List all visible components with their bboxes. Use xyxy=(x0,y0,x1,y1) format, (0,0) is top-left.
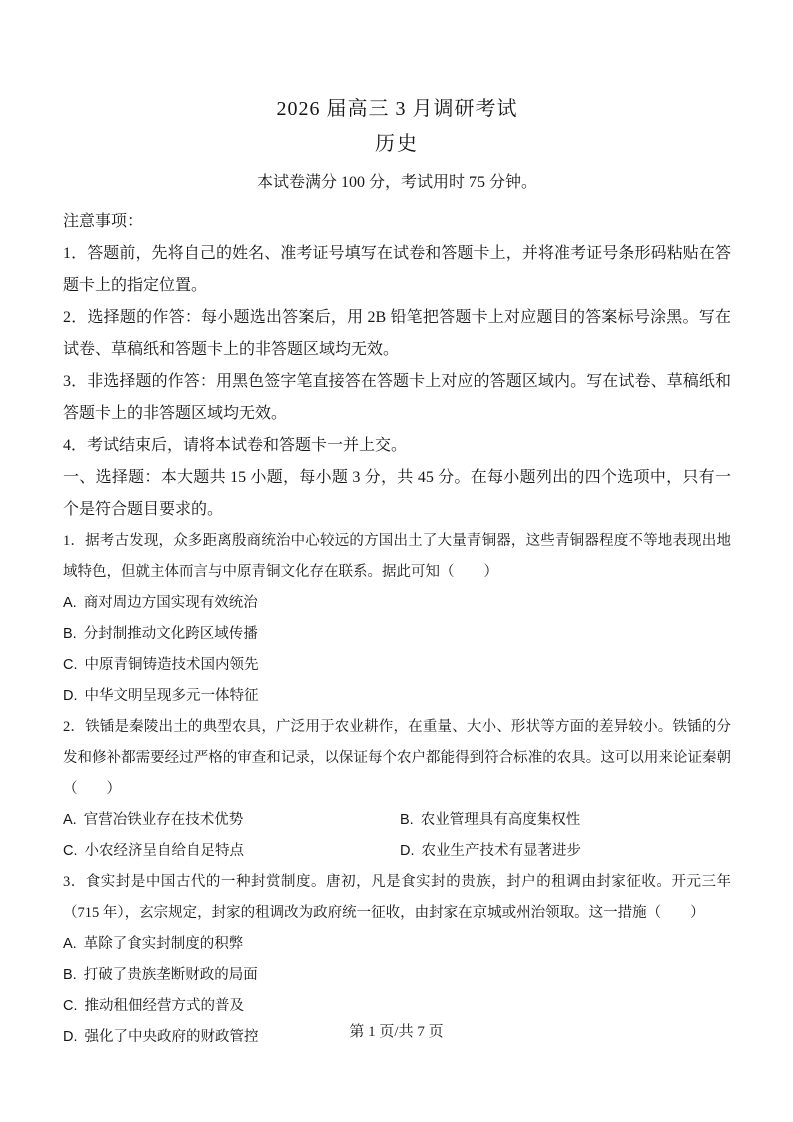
option-row xyxy=(63,681,731,712)
question-1 xyxy=(63,526,731,712)
option-row xyxy=(63,805,400,836)
section-heading: 一、选择题：本大题共 15 小题，每小题 3 分，共 45 分。在每小题列出的四个选项中，只有一个是符合题目要求的。 xyxy=(63,469,731,518)
option-row xyxy=(63,619,731,650)
option-text: 分封制推动文化跨区域传播 xyxy=(83,626,258,642)
page-footer: 第 1 页/共 7 页 xyxy=(349,1024,444,1040)
option-row xyxy=(400,805,731,836)
option-text: 中华文明呈现多元一体特征 xyxy=(84,688,259,704)
option-row xyxy=(63,991,731,1022)
option-row xyxy=(63,960,731,991)
option-label: D. xyxy=(63,688,78,704)
option-label: B. xyxy=(63,967,77,983)
question-stem: 2．铁锸是秦陵出土的典型农具，广泛用于农业耕作，在重量、大小、形状等方面的差异较小。铁锸的分发和修补都需要经过严格的审查和记录，以保证每个农户都能得到符合标准的农具。这可以用来论证秦朝（ ） xyxy=(63,719,731,797)
option-text: 官营冶铁业存在技术优势 xyxy=(83,812,244,828)
question-2 xyxy=(63,712,731,867)
option-row xyxy=(63,929,731,960)
option-row xyxy=(400,836,731,867)
notice-section xyxy=(63,206,731,462)
option-row xyxy=(63,836,400,867)
question-options xyxy=(63,805,731,867)
option-row xyxy=(63,650,731,681)
option-text: 小农经济呈自给自足特点 xyxy=(84,843,244,859)
notice-heading: 注意事项： xyxy=(63,213,144,230)
page-content xyxy=(63,0,731,1053)
option-label: D. xyxy=(400,843,415,859)
exam-title: 2026 届高三 3 月调研考试 xyxy=(276,98,518,120)
option-text: 农业管理具有高度集权性 xyxy=(420,812,581,828)
option-text: 中原青铜铸造技术国内领先 xyxy=(84,657,259,673)
option-text: 强化了中央政府的财政管控 xyxy=(84,1029,259,1045)
question-stem: 3．食实封是中国古代的一种封赏制度。唐初，凡是食实封的贵族，封户的租调由封家征收。开元三年（715 年），玄宗规定，封家的租调改为政府统一征收，由封家在京城或州治领取。这一措施（ ） xyxy=(63,874,731,921)
option-label: C. xyxy=(63,998,78,1014)
option-text: 农业生产技术有显著进步 xyxy=(421,843,581,859)
option-label: A. xyxy=(63,812,77,828)
option-label: C. xyxy=(63,657,78,673)
question-stem: 1．据考古发现，众多距离殷商统治中心较远的方国出土了大量青铜器，这些青铜器程度不等地表现出地域特色，但就主体而言与中原青铜文化存在联系。据此可知（ ） xyxy=(63,533,731,580)
notice-item-3: 3．非选择题的作答：用黑色签字笔直接答在答题卡上对应的答题区域内。写在试卷、草稿纸和答题卡上的非答题区域均无效。 xyxy=(63,373,731,422)
option-text: 商对周边方国实现有效统治 xyxy=(83,595,258,611)
subject-title: 历史 xyxy=(375,133,419,155)
notice-item-4: 4．考试结束后，请将本试卷和答题卡一并上交。 xyxy=(63,437,408,454)
option-label: B. xyxy=(400,812,414,828)
exam-info-line: 本试卷满分 100 分，考试用时 75 分钟。 xyxy=(256,174,537,191)
option-label: A. xyxy=(63,595,77,611)
notice-item-2: 2．选择题的作答：每小题选出答案后，用 2B 铅笔把答题卡上对应题目的答案标号涂黑。写在试卷、草稿纸和答题卡上的非答题区域均无效。 xyxy=(63,309,731,358)
notice-item-1: 1．答题前，先将自己的姓名、准考证号填写在试卷和答题卡上，并将准考证号条形码粘贴在答题卡上的指定位置。 xyxy=(63,245,731,294)
option-text: 革除了食实封制度的积弊 xyxy=(83,936,244,952)
option-label: C. xyxy=(63,843,78,859)
option-label: D. xyxy=(63,1029,78,1045)
option-row xyxy=(63,588,731,619)
option-text: 推动租佃经营方式的普及 xyxy=(84,998,244,1014)
option-text: 打破了贵族垄断财政的局面 xyxy=(83,967,258,983)
option-label: B. xyxy=(63,626,77,642)
question-options xyxy=(63,588,731,712)
option-label: A. xyxy=(63,936,77,952)
